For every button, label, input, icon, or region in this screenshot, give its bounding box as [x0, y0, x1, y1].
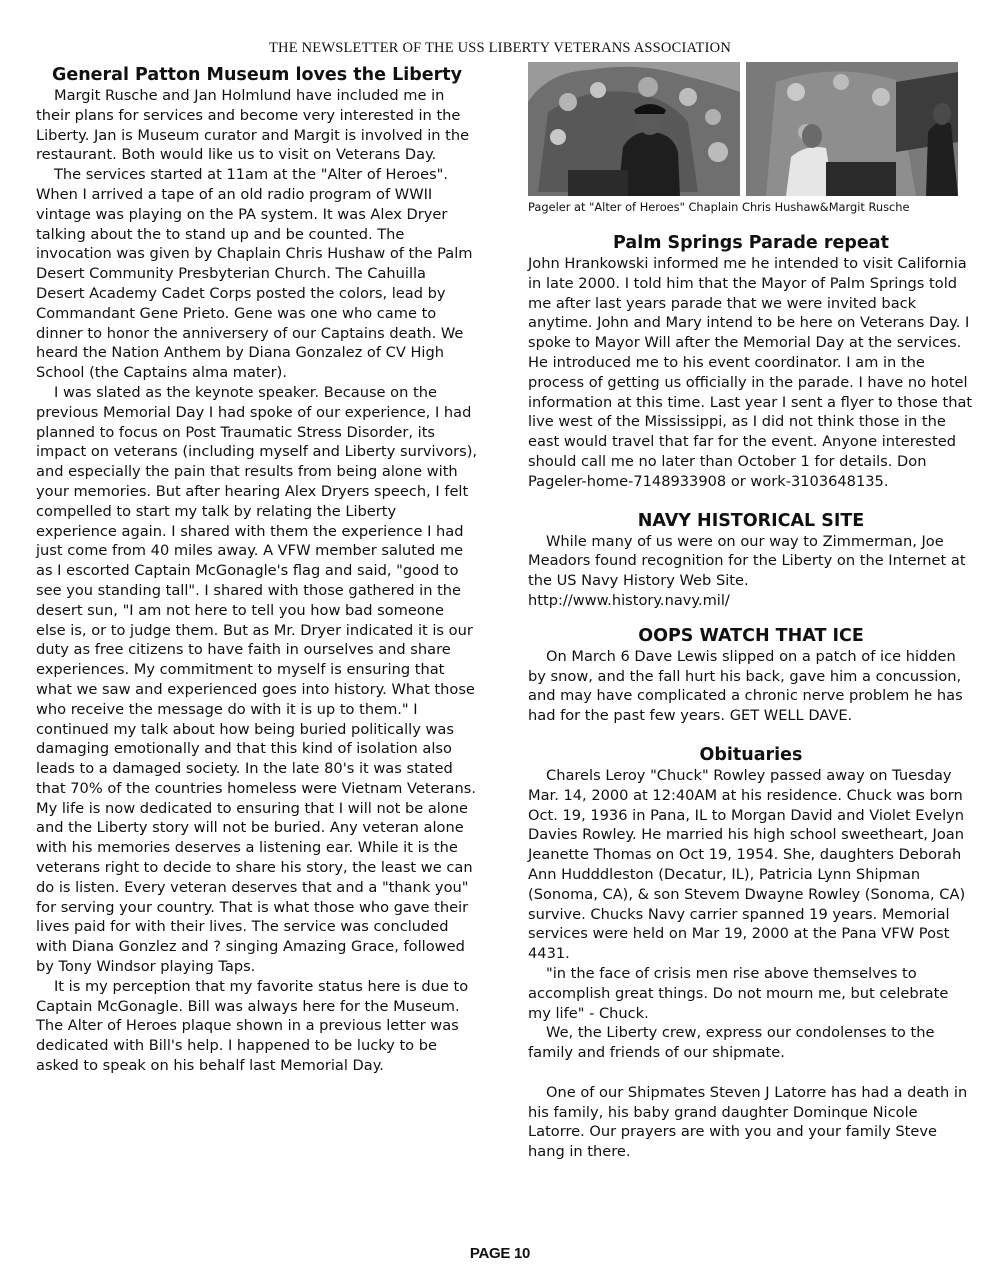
right-column [528, 62, 974, 1162]
obituaries-headline: Obituaries [699, 744, 803, 765]
pageler-speaking-photo [528, 62, 740, 196]
palm-springs-body: John Hrankowski informed me he intended to visit California in late 2000. I told him that the Mayor of Palm Springs told me after last years parade that we were invited back anytime. John and Mary intend to be here on Veterans Day. I spoke to Mayor Will after the Memorial Day at the services. He introduced me to his event coordinator. I am in the process of getting us officially in the parade. I have no hotel information at this time. Last year I sent a flyer to those that live west of the Mississippi, as I did not think those in the east would travel that far for the event. Anyone interested should call me no later than October 1 for details. Don Pageler-home-7148933908 or work-3103648135. [528, 255, 973, 490]
patton-paragraph-2: The services started at 11am at the "Alter of Heroes". When I arrived a tape of an old radio program of WWII vintage was playing on the PA system. It was Alex Dryer talking about the to stand up and be counted. The invocation was given by Chaplain Chris Hushaw of the Palm Desert Community Presbyterian Church. The Cahuilla Desert Academy Cadet Corps posted the colors, lead by Commandant Gene Prieto. Gene was one who came to dinner to honor the anniversery of our Captains death. We heard the Nation Anthem by Diana Gonzalez of CV High School (the Captains alma mater). [36, 166, 473, 382]
obituary-quote: "in the face of crisis men rise above themselves to accomplish great things. Do not mourn me, but celebrate my life" - Chuck. [528, 964, 949, 1022]
photo-strip [528, 62, 958, 196]
patton-museum-headline: General Patton Museum loves the Liberty [51, 65, 463, 85]
obituary-latorre: One of our Shipmates Steven J Latorre has had a death in his family, his baby grand daughter Dominque Nicole Latorre. Our prayers are with you and your family Steve hang in there. [528, 1083, 968, 1161]
oops-headline: OOPS WATCH THAT ICE [638, 625, 864, 646]
palm-springs-headline: Palm Springs Parade repeat [613, 233, 889, 253]
oops-section [528, 625, 974, 726]
navy-site-headline: NAVY HISTORICAL SITE [637, 510, 865, 531]
palm-springs-section [528, 232, 974, 492]
obituary-rowley: Charels Leroy "Chuck" Rowley passed away on Tuesday Mar. 14, 2000 at 12:40AM at his residence. Chuck was born Oct. 19, 1936 in Pana, IL to Morgan David and Violet Evelyn Davies Rowley. He married his high school sweetheart, Joan Jeanette Thomas on Oct 19, 1954. She, daughters Deborah Ann Hudddleston (Decatur, IL), Patricia Lynn Shipman (Sonoma, CA), & son Stevem Dwayne Rowley (Sonoma, CA) survive. Chucks Navy carrier spanned 19 years. Memorial services were held on Mar 19, 2000 at the Pana VFW Post 4431. [528, 766, 966, 963]
navy-site-section [528, 510, 974, 611]
left-column [36, 64, 478, 1076]
obituary-condolences: We, the Liberty crew, express our condolenses to the family and friends of our shipmate. [528, 1024, 935, 1062]
obituaries-section [528, 744, 974, 1162]
chaplain-and-rusche-photo [746, 62, 958, 196]
photo-caption: Pageler at "Alter of Heroes" Chaplain Chris Hushaw&Margit Rusche [528, 200, 910, 214]
oops-body: On March 6 Dave Lewis slipped on a patch of ice hidden by snow, and the fall hurt his back, gave him a concussion, and may have complicated a chronic nerve problem he has had for the past few years. GET WELL DAVE. [528, 647, 963, 725]
navy-site-body: While many of us were on our way to Zimmerman, Joe Meadors found recognition for the Liberty on the Internet at the US Navy History Web Site. [528, 532, 966, 590]
patton-paragraph-4: It is my perception that my favorite status here is due to Captain McGonagle. Bill was always here for the Museum. The Alter of Heroes plaque shown in a previous letter was dedicated with Bill's help. I happened to be lucky to be asked to speak on his behalf last Memorial Day. [36, 977, 469, 1075]
page-number: PAGE 10 [469, 1245, 531, 1262]
newsletter-masthead: THE NEWSLETTER OF THE USS LIBERTY VETERANS ASSOCIATION [269, 40, 731, 56]
patton-paragraph-3: I was slated as the keynote speaker. Because on the previous Memorial Day I had spoke of our experience, I had planned to focus on Post Traumatic Stress Disorder, its impact on veterans (including myself and Liberty survivors), and especially the pain that results from being alone with your memories. But after hearing Alex Dryers speech, I felt compelled to start my talk by relating the Liberty experience again. I shared with them the experience I had just come from 40 miles away. A VFW member saluted me as I escorted Captain McGonagle's flag and said, "good to see you standing tall". I shared with those gathered in the desert sun, "I am not here to tell you how bad someone else is, or to judge them. But as Mr. Dryer indicated it is our duty as free citizens to have faith in ourselves and share experiences. My commitment to myself is ensuring that what we saw and experienced goes into history. What those who receive the message do with it is up to them." I continued my talk about how being buried politically was damaging emotionally and that this kind of isolation also leads to a damaged society. In the late 80's it was stated that 70% of the countries homeless were Vietnam Veterans. My life is now dedicated to ensuring that I will not be alone and the Liberty story will not be buried. Any veteran alone with his memories deserves a listening ear. While it is the veterans right to decide to share his story, the least we can do is listen. Every veteran deserves that and a "thank you" for serving your country. That is what those who gave their lives paid for with their lives. The service was concluded with Diana Gonzlez and ? singing Amazing Grace, followed by Tony Windsor playing Taps. [36, 383, 478, 976]
navy-history-url[interactable]: http://www.history.navy.mil/ [528, 591, 730, 609]
patton-paragraph-1: Margit Rusche and Jan Holmlund have included me in their plans for services and become very interested in the Liberty. Jan is Museum curator and Margit is involved in the restaurant. Both would like us to visit on Veterans Day. [36, 87, 470, 164]
